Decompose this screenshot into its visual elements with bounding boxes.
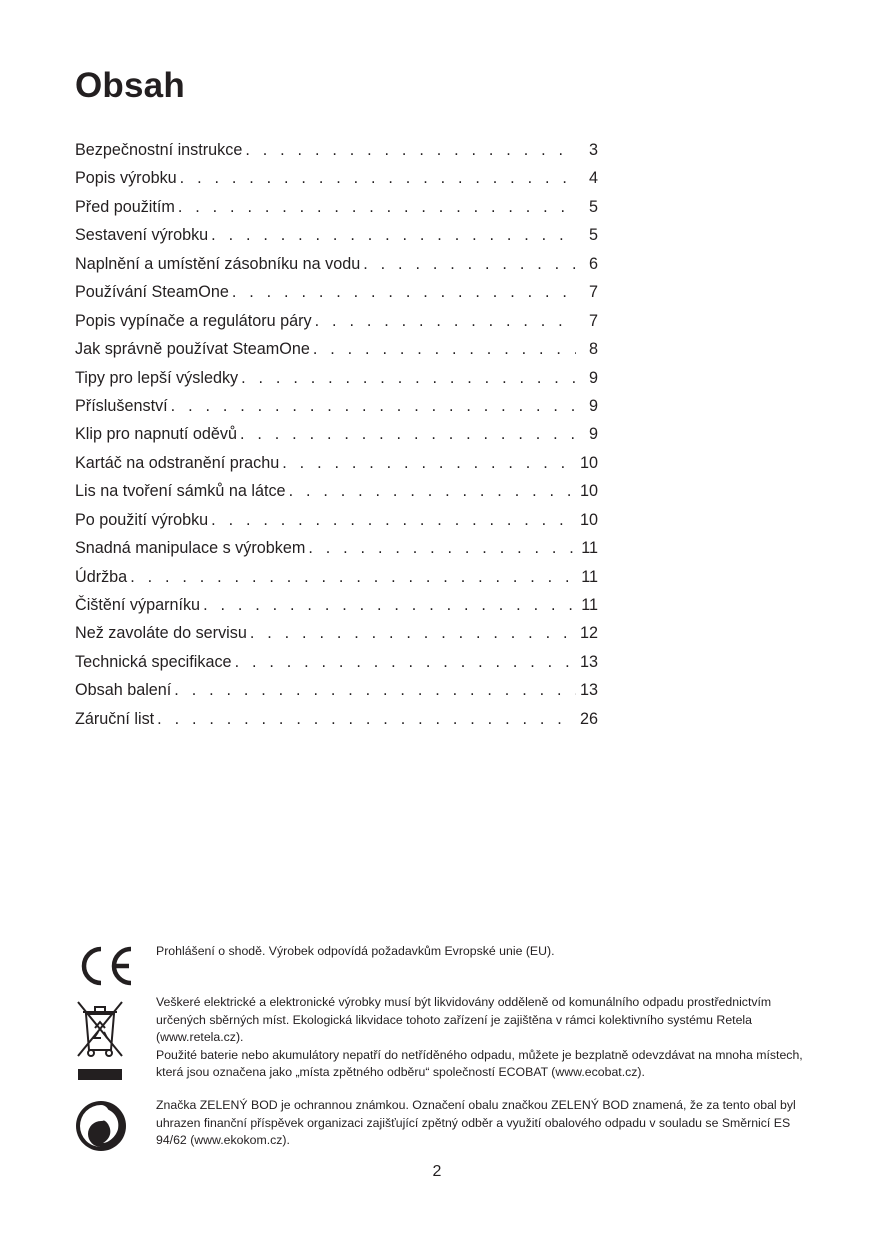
toc-leader-dots <box>211 506 576 534</box>
toc-entry-page: 13 <box>579 681 598 700</box>
toc-entry-label: Jak správně používat SteamOne <box>75 340 310 359</box>
page-title: Obsah <box>75 66 185 105</box>
toc-entry-page: 11 <box>581 567 598 586</box>
toc-leader-dots <box>363 250 576 278</box>
crossed-out-bin-icon <box>74 998 126 1082</box>
toc-entry <box>75 221 598 249</box>
toc-entry-page: 4 <box>588 169 598 188</box>
toc-entry <box>75 164 598 192</box>
toc-leader-dots <box>235 648 576 676</box>
toc-leader-dots <box>171 392 576 420</box>
toc-entry-label: Lis na tvoření sámků na látce <box>75 482 286 501</box>
toc-entry-label: Než zavoláte do servisu <box>75 624 247 643</box>
toc-entry-page: 26 <box>579 709 598 728</box>
toc-entry-label: Technická specifikace <box>75 652 232 671</box>
toc-entry-label: Popis vypínače a regulátoru páry <box>75 311 312 330</box>
toc-entry-label: Čištění výparníku <box>75 596 201 614</box>
toc-entry-label: Popis výrobku <box>75 169 177 188</box>
toc-entry <box>75 250 598 278</box>
toc-leader-dots <box>178 193 576 221</box>
toc-leader-dots <box>245 136 576 164</box>
toc-entry <box>75 705 598 733</box>
toc-leader-dots <box>174 676 576 704</box>
toc-entry-label: Příslušenství <box>75 396 168 415</box>
ce-declaration-text: Prohlášení o shodě. Výrobek odpovídá požadavkům Evropské unie (EU). <box>156 944 555 958</box>
battery-text: Použité baterie nebo akumulátory nepatří do netříděného odpadu, můžete je bezplatně odevzdávat na mnoha místech, která jsou označena jako „místa zpětného odběru“ společností ECOBAT (www.ecobat.cz). <box>156 1047 803 1080</box>
toc-entry <box>75 563 598 591</box>
toc-entry-page: 13 <box>579 652 598 671</box>
table-of-contents <box>75 136 598 733</box>
toc-entry-page: 10 <box>579 510 598 529</box>
toc-entry-page: 5 <box>588 197 598 216</box>
toc-entry-label: Naplnění a umístění zásobníku na vodu <box>75 254 361 273</box>
toc-entry-page: 3 <box>588 141 598 159</box>
toc-entry-label: Snadná manipulace s výrobkem <box>75 539 306 558</box>
toc-entry <box>75 420 598 448</box>
toc-leader-dots <box>240 420 576 448</box>
toc-entry <box>75 676 598 704</box>
toc-entry-page: 9 <box>588 425 598 444</box>
toc-entry-page: 7 <box>588 283 598 302</box>
toc-entry <box>75 591 598 619</box>
toc-entry-label: Kartáč na odstranění prachu <box>75 453 280 472</box>
toc-entry <box>75 477 598 505</box>
toc-entry <box>75 136 598 164</box>
toc-entry <box>75 506 598 534</box>
toc-entry-page: 11 <box>581 596 598 614</box>
toc-leader-dots <box>211 221 576 249</box>
toc-entry-label: Používání SteamOne <box>75 283 229 302</box>
toc-entry-label: Před použitím <box>75 197 175 216</box>
toc-entry-label: Tipy pro lepší výsledky <box>75 368 239 387</box>
toc-entry-page: 11 <box>581 539 598 558</box>
weee-text: Veškeré elektrické a elektronické výrobky musí být likvidovány odděleně od komunálního odpadu prostřednictvím určených sběrných míst. Ekologická likvidace tohoto zařízení je zajištěna v rámci kolektivního systému Retela (www.retela.cz). <box>156 995 772 1045</box>
green-dot-text: Značka ZELENÝ BOD je ochrannou známkou. Označení obalu značkou ZELENÝ BOD znamená, že za tento obal byl uhrazen finanční příspěvek organizaci zajišťující zpětný odběr a využití obalového odpadu v souladu se Směrnicí ES 94/62 (www.ekokom.cz). <box>156 1098 796 1148</box>
toc-entry <box>75 307 598 335</box>
toc-entry <box>75 278 598 306</box>
toc-entry-label: Záruční list <box>75 709 155 728</box>
toc-leader-dots <box>250 619 576 647</box>
toc-leader-dots <box>180 164 576 192</box>
toc-leader-dots <box>289 477 576 505</box>
page-number: 2 <box>432 1163 442 1180</box>
toc-entry-page: 9 <box>588 396 598 415</box>
toc-leader-dots <box>157 705 576 733</box>
toc-leader-dots <box>308 534 576 562</box>
toc-entry-page: 9 <box>588 368 598 387</box>
toc-entry-label: Sestavení výrobku <box>75 226 209 245</box>
toc-entry-page: 10 <box>579 453 598 472</box>
toc-entry-label: Po použití výrobku <box>75 510 209 529</box>
toc-entry-page: 12 <box>579 624 598 643</box>
toc-leader-dots <box>313 335 576 363</box>
green-dot-notice <box>156 1097 806 1150</box>
toc-leader-dots <box>203 591 576 619</box>
toc-entry <box>75 335 598 363</box>
ce-mark-icon <box>74 945 134 987</box>
toc-entry <box>75 364 598 392</box>
weee-notice <box>156 994 806 1082</box>
toc-entry-page: 6 <box>588 254 598 273</box>
toc-entry <box>75 619 598 647</box>
toc-entry-label: Údržba <box>75 567 128 586</box>
green-dot-icon <box>74 1099 128 1153</box>
toc-leader-dots <box>130 563 576 591</box>
toc-entry <box>75 392 598 420</box>
toc-leader-dots <box>315 307 576 335</box>
toc-entry-label: Klip pro napnutí oděvů <box>75 425 237 444</box>
toc-entry <box>75 534 598 562</box>
toc-entry-page: 8 <box>588 340 598 359</box>
toc-leader-dots <box>232 278 576 306</box>
toc-entry-page: 10 <box>579 482 598 501</box>
toc-entry <box>75 648 598 676</box>
toc-leader-dots <box>282 449 576 477</box>
toc-entry-page: 7 <box>588 311 598 330</box>
toc-entry-label: Obsah balení <box>75 681 172 700</box>
toc-leader-dots <box>241 364 576 392</box>
toc-entry <box>75 193 598 221</box>
toc-entry <box>75 449 598 477</box>
toc-entry-page: 5 <box>588 226 598 245</box>
ce-declaration <box>156 943 806 961</box>
toc-entry-label: Bezpečnostní instrukce <box>75 141 243 159</box>
